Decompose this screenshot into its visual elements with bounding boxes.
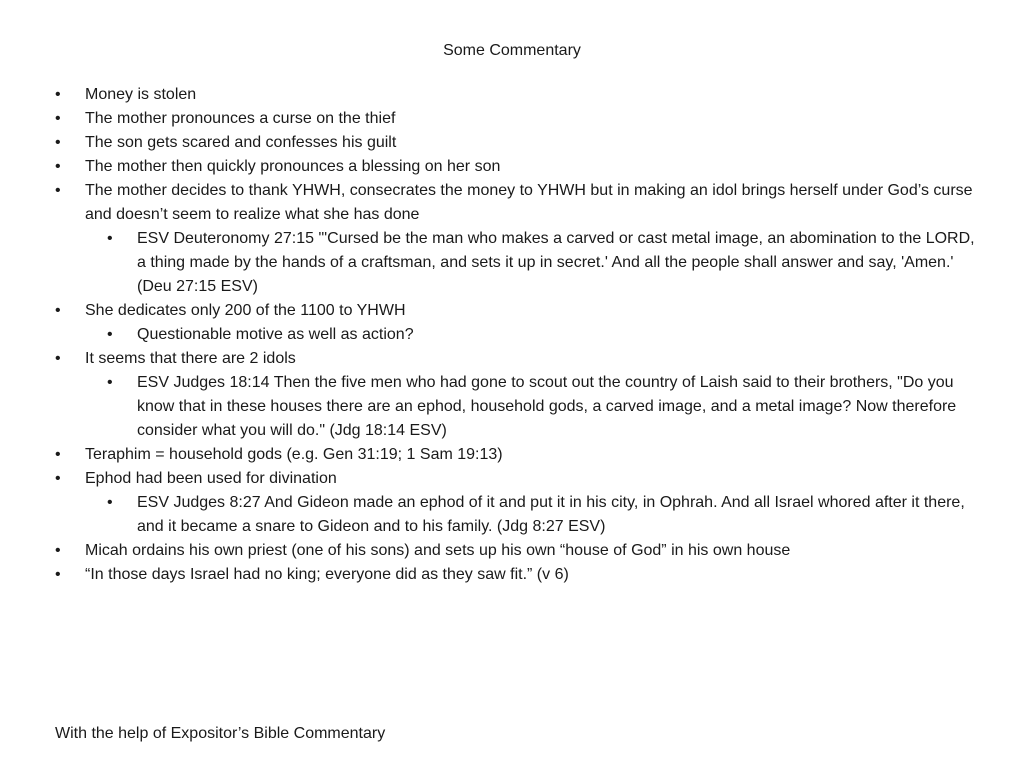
bullet-item [55,563,985,587]
sub-bullet-item [55,227,985,299]
bullet-item [55,299,985,323]
bullet-text: ESV Judges 8:27 And Gideon made an ephod of it and put it in his city, in Ophrah. And all Israel whored after it there, and it became a snare to Gideon and to his family. (Jdg 8:27 ESV) [137,494,965,535]
bullet-icon: • [55,134,61,151]
bullet-icon: • [55,470,61,487]
bullet-text: Ephod had been used for divination [85,470,337,487]
bullet-icon: • [55,542,61,559]
bullet-icon: • [107,374,113,391]
bullet-text: ESV Deuteronomy 27:15 "'Cursed be the man who makes a carved or cast metal image, an abomination to the LORD, a thing made by the hands of a craftsman, and sets it up in secret.' And all the people shall answer and say, 'Amen.' (Deu 27:15 ESV) [137,230,975,295]
bullet-icon: • [55,350,61,367]
bullet-list [55,83,985,587]
bullet-icon: • [55,566,61,583]
bullet-text: The mother then quickly pronounces a blessing on her son [85,158,501,175]
bullet-icon: • [55,86,61,103]
bullet-icon: • [107,230,113,247]
bullet-item [55,107,985,131]
bullet-text: Teraphim = household gods (e.g. Gen 31:19; 1 Sam 19:13) [85,446,503,463]
bullet-text: The mother pronounces a curse on the thief [85,110,396,127]
slide-title: Some Commentary [443,42,581,59]
bullet-item [55,131,985,155]
footer-credit: With the help of Expositor’s Bible Commentary [55,725,386,742]
bullet-text: Micah ordains his own priest (one of his sons) and sets up his own “house of God” in his own house [85,542,791,559]
bullet-icon: • [107,494,113,511]
bullet-text: “In those days Israel had no king; everyone did as they saw fit.” (v 6) [85,566,569,583]
bullet-item [55,179,985,227]
sub-bullet-item [55,491,985,539]
sub-bullet-item [55,323,985,347]
bullet-item [55,347,985,371]
bullet-icon: • [107,326,113,343]
bullet-text: The mother decides to thank YHWH, consecrates the money to YHWH but in making an idol brings herself under God’s curse and doesn’t seem to realize what she has done [85,182,973,223]
bullet-icon: • [55,302,61,319]
bullet-text: The son gets scared and confesses his guilt [85,134,397,151]
bullet-icon: • [55,446,61,463]
bullet-icon: • [55,110,61,127]
bullet-item [55,539,985,563]
sub-bullet-item [55,371,985,443]
bullet-item [55,155,985,179]
bullet-text: Questionable motive as well as action? [137,326,414,343]
bullet-text: She dedicates only 200 of the 1100 to YHWH [85,302,406,319]
bullet-text: ESV Judges 18:14 Then the five men who had gone to scout out the country of Laish said to their brothers, "Do you know that in these houses there are an ephod, household gods, a carved image, and a metal image? Now therefore consider what you will do." (Jdg 18:14 ESV) [137,374,957,439]
bullet-text: Money is stolen [85,86,197,103]
bullet-icon: • [55,158,61,175]
bullet-item [55,443,985,467]
bullet-item [55,467,985,491]
bullet-item [55,83,985,107]
bullet-icon: • [55,182,61,199]
bullet-text: It seems that there are 2 idols [85,350,296,367]
